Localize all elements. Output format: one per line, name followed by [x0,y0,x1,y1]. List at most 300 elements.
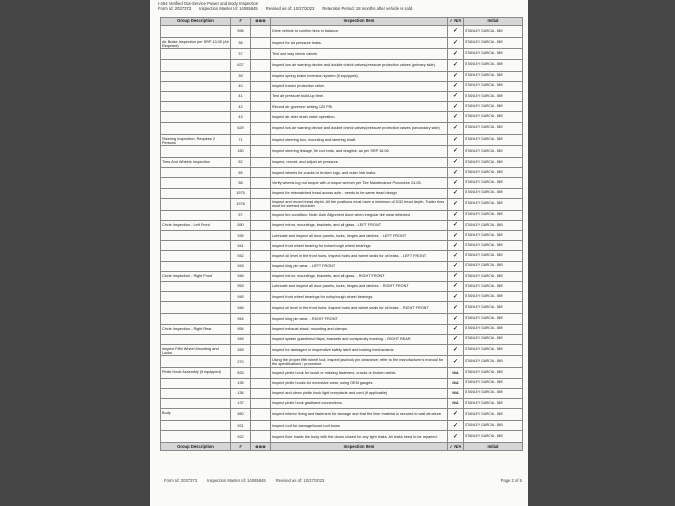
item-number-cell: 629 [231,122,251,134]
inspection-item-cell: Lubricate and inspect all door panels, locks, hinges and latches. - RIGHT FRONT [271,282,448,292]
item-number-cell: 150 [231,145,251,157]
inspection-item-cell: Inspect king pin wear. - LEFT FRONT [271,261,448,271]
group-description-cell: Tires And Wheels Inspection [161,157,231,167]
check-mark-icon: ✓ [448,59,464,71]
col-na: ✓ N/A [448,18,464,26]
footer-page-number: Page 2 of 5 [500,478,522,483]
check-mark-icon: ✓ [448,231,464,241]
icons-cell [251,334,271,344]
group-description-cell [161,388,231,398]
footer-form-id: Form Id: 2037373 [164,478,198,483]
group-description-cell [161,282,231,292]
check-mark-icon: ✓ [448,271,464,281]
check-mark-icon: ✓ [448,261,464,271]
item-number-cell: 942 [231,251,251,261]
initial-cell: STANLEY GARCIA - 869 [464,398,523,408]
check-mark-icon: ✓ [448,210,464,220]
icons-cell [251,102,271,112]
icons-cell [251,388,271,398]
check-mark-icon: ✓ [448,431,464,443]
check-mark-icon: ✓ [448,314,464,324]
na-mark: N/A [448,378,464,388]
icons-cell [251,231,271,241]
group-description-cell: Steering Inspection: Requires 2 Persons [161,134,231,145]
icons-cell [251,71,271,81]
inspection-item-cell: Verify wheels lug nut torque with a torque wrench per Tire Maintenance Procedure 24.05. [271,178,448,188]
col-number: # [231,18,251,26]
item-number-cell: 949 [231,334,251,344]
initial-cell: STANLEY GARCIA - 869 [464,334,523,344]
table-row [161,198,523,210]
icons-cell [251,49,271,59]
table-row [161,334,523,344]
page-footer [164,478,522,483]
group-description-cell [161,198,231,210]
check-mark-icon: ✓ [448,157,464,167]
header-title: I-254 Verified Out-Service Power and Body Inspection [158,1,259,6]
check-mark-icon: ✓ [448,112,464,122]
inspection-item-cell: Inspect for mismatched tread across axle - needs to be same tread design [271,188,448,198]
icons-cell [251,314,271,324]
initial-cell: STANLEY GARCIA - 869 [464,251,523,261]
icons-cell [251,122,271,134]
initial-cell: STANLEY GARCIA - 869 [464,368,523,378]
check-mark-icon: ✓ [448,409,464,421]
table-row [161,324,523,334]
group-description-cell: Air Brake Inspection per SRP 13.05 (Air Required) [161,38,231,49]
item-number-cell: 135 [231,378,251,388]
initial-cell: STANLEY GARCIA - 869 [464,38,523,49]
check-mark-icon: ✓ [448,220,464,230]
group-description-cell [161,49,231,59]
document-page [150,0,528,506]
table-row [161,210,523,220]
initial-cell: STANLEY GARCIA - 869 [464,261,523,271]
table-row [161,356,523,368]
group-description-cell: Circle Inspection - Right Front [161,271,231,281]
header-revised: Revised as of: 10/27/2023 [265,6,315,12]
foot-col-initial: Initial [464,443,523,451]
initial-cell: STANLEY GARCIA - 869 [464,431,523,443]
item-number-cell: 40 [231,81,251,91]
initial-cell: STANLEY GARCIA - 869 [464,378,523,388]
check-mark-icon: ✓ [448,102,464,112]
item-number-cell: 136 [231,388,251,398]
item-number-cell: 922 [231,431,251,443]
inspection-item-cell: Inspect oil level in the front hubs. Inspect hubs and wheel seals for oil leaks. - RIGHT FRONT [271,302,448,314]
group-description-cell [161,334,231,344]
initial-cell: STANLEY GARCIA - 869 [464,421,523,431]
icons-cell [251,378,271,388]
table-row [161,421,523,431]
col-group-description: Group Description [161,18,231,26]
group-description-cell [161,81,231,91]
inspection-item-cell: Inspect tractor protection valve. [271,81,448,91]
check-mark-icon: ✓ [448,241,464,251]
icons-cell [251,178,271,188]
check-mark-icon: ✓ [448,334,464,344]
initial-cell: STANLEY GARCIA - 869 [464,324,523,334]
icons-cell [251,157,271,167]
col-initial: Initial [464,18,523,26]
item-number-cell: 57 [231,210,251,220]
inspection-item-cell: Inspect front wheel bearing for noise/rough wheel bearings [271,241,448,251]
table-row [161,49,523,59]
table-row [161,388,523,398]
table-row [161,134,523,145]
check-mark-icon: ✓ [448,26,464,38]
icons-cell [251,302,271,314]
initial-cell: STANLEY GARCIA - 869 [464,157,523,167]
icons-cell [251,368,271,378]
table-row [161,38,523,49]
item-number-cell: 1976 [231,198,251,210]
icons-cell [251,26,271,38]
group-description-cell [161,421,231,431]
check-mark-icon: ✓ [448,178,464,188]
inspection-item-cell: Inspect splash guard/mud flaps, brackets and conspicuity marking. - RIGHT REAR [271,334,448,344]
icons-cell [251,91,271,101]
inspection-item-cell: Lubricate and inspect all door panels, locks, hinges and latches. - LEFT FRONT [271,231,448,241]
group-description-cell [161,314,231,324]
item-number-cell: 270 [231,356,251,368]
initial-cell: STANLEY GARCIA - 869 [464,122,523,134]
table-row [161,112,523,122]
table-row [161,188,523,198]
table-row [161,168,523,178]
group-description-cell [161,241,231,251]
inspection-item-cell: Inspect low air warning device and double check valves/pressure protection valves (secondary side) [271,122,448,134]
group-description-cell [161,122,231,134]
check-mark-icon: ✓ [448,356,464,368]
inspection-item-cell: Test one way check valves. [271,49,448,59]
footer-revised: Revised as of: 10/27/2023 [275,478,325,483]
footer-master-id: Inspection Master Id: 14065845 [207,478,266,483]
inspection-item-cell: Inspect oil level in the front hubs. Inspect hubs and wheel seals for oil leaks. - LEFT FRONT [271,251,448,261]
table-row [161,409,523,421]
item-number-cell: 39 [231,71,251,81]
item-number-cell: 921 [231,421,251,431]
item-number-cell: 1975 [231,188,251,198]
table-row [161,122,523,134]
initial-cell: STANLEY GARCIA - 869 [464,26,523,38]
inspection-item-cell: Inspect pintle hook gladhand connections. [271,398,448,408]
inspection-item-cell: Inspect interior lining and fasteners for damage and that the liner material is secured to wall structure. [271,409,448,421]
initial-cell: STANLEY GARCIA - 869 [464,388,523,398]
foot-col-na: ✓ N/A [448,443,464,451]
group-description-cell: Body [161,409,231,421]
inspection-item-cell: Inspect roof for damage/loose roof bows [271,421,448,431]
initial-cell: STANLEY GARCIA - 869 [464,292,523,302]
inspection-item-cell: Inspect spring brake inversion system (if equipped). [271,71,448,81]
table-footer-header-row [161,443,523,451]
table-row [161,302,523,314]
table-row [161,282,523,292]
inspection-item-cell: Inspect for damaged or inoperative safety latch and locking mechanisms [271,344,448,355]
icons-cell [251,356,271,368]
table-row [161,431,523,443]
group-description-cell [161,398,231,408]
group-description-cell [161,102,231,112]
initial-cell: STANLEY GARCIA - 869 [464,282,523,292]
inspection-item-cell: Inspect and record tread depth. All tire positions must have a minimum of 5/32 tread depth. Trailer tires must be steered shoulder. [271,198,448,210]
group-description-cell [161,145,231,157]
item-number-cell: 41 [231,91,251,101]
icons-cell [251,261,271,271]
initial-cell: STANLEY GARCIA - 869 [464,356,523,368]
check-mark-icon: ✓ [448,292,464,302]
item-number-cell: 627 [231,59,251,71]
group-description-cell: Circle Inspection - Right Rear [161,324,231,334]
check-mark-icon: ✓ [448,134,464,145]
icons-cell [251,188,271,198]
group-description-cell: Pintle Hook Assembly (if equipped) [161,368,231,378]
initial-cell: STANLEY GARCIA - 869 [464,91,523,101]
table-row [161,314,523,324]
table-row [161,145,523,157]
table-row [161,231,523,241]
item-number-cell: 833 [231,368,251,378]
group-description-cell [161,91,231,101]
group-description-cell [161,302,231,314]
table-row [161,271,523,281]
table-row [161,26,523,38]
scan-background-right [528,0,675,506]
item-number-cell: 269 [231,344,251,355]
header-retention: Retention Period: 18 months after vehicle is sold. [322,6,414,12]
initial-cell: STANLEY GARCIA - 869 [464,220,523,230]
group-description-cell [161,292,231,302]
icons-cell [251,59,271,71]
check-mark-icon: ✓ [448,38,464,49]
group-description-cell [161,71,231,81]
inspection-item-cell: Inspect air drier drain valve operation. [271,112,448,122]
initial-cell: STANLEY GARCIA - 869 [464,168,523,178]
item-number-cell: 946 [231,302,251,314]
item-number-cell: 36 [231,38,251,49]
inspection-item-cell: Inspect steering linkage, tie rod ends, and draglink, as per SRP 16.06. [271,145,448,157]
check-mark-icon: ✓ [448,302,464,314]
page-header [158,1,518,12]
table-row [161,344,523,355]
inspection-item-cell: Drive vehicle to confirm tires in balance. [271,26,448,38]
group-description-cell [161,378,231,388]
check-mark-icon: ✓ [448,344,464,355]
icons-cell [251,220,271,230]
group-description-cell [161,188,231,198]
check-mark-icon: ✓ [448,188,464,198]
item-number-cell: 596 [231,26,251,38]
item-number-cell: 939 [231,231,251,241]
initial-cell: STANLEY GARCIA - 869 [464,198,523,210]
icons-cell [251,271,271,281]
check-mark-icon: ✓ [448,282,464,292]
inspection-item-cell: Inspect wheels for cracks or broken lugs, and outer hub leaks. [271,168,448,178]
check-mark-icon: ✓ [448,324,464,334]
item-number-cell: 941 [231,241,251,251]
initial-cell: STANLEY GARCIA - 869 [464,231,523,241]
table-row [161,102,523,112]
inspection-item-cell: Inspect front wheel bearings for noisy/rough wheel bearings. [271,292,448,302]
table-row [161,398,523,408]
initial-cell: STANLEY GARCIA - 869 [464,134,523,145]
icons-cell [251,145,271,157]
group-description-cell [161,431,231,443]
table-row [161,251,523,261]
inspection-item-cell: Inspect and clean pintle hook light receptacle and cord (if applicable) [271,388,448,398]
scan-background-left [0,0,150,506]
header-master-id: Inspection Master Id: 14065845 [199,6,258,12]
inspection-item-cell: Inspect pintle hook for loose or missing fasteners, cracks or broken welds. [271,368,448,378]
inspection-table [160,17,523,451]
item-number-cell: 945 [231,292,251,302]
table-row [161,368,523,378]
initial-cell: STANLEY GARCIA - 869 [464,59,523,71]
table-header-row [161,18,523,26]
icons-cell [251,38,271,49]
icons-cell [251,198,271,210]
inspection-item-cell: Test air pressure build-up time. [271,91,448,101]
foot-col-inspection-item: Inspection Item [271,443,448,451]
initial-cell: STANLEY GARCIA - 869 [464,102,523,112]
item-number-cell: 590 [231,220,251,230]
group-description-cell [161,231,231,241]
initial-cell: STANLEY GARCIA - 869 [464,178,523,188]
group-description-cell [161,210,231,220]
initial-cell: STANLEY GARCIA - 869 [464,112,523,122]
na-mark: N/A [448,368,464,378]
initial-cell: STANLEY GARCIA - 869 [464,71,523,81]
na-mark: N/A [448,398,464,408]
icons-cell [251,210,271,220]
initial-cell: STANLEY GARCIA - 869 [464,241,523,251]
group-description-cell [161,112,231,122]
item-number-cell: 944 [231,314,251,324]
col-icons: ⊗⊗⊗ [251,18,271,26]
foot-col-number: # [231,443,251,451]
icons-cell [251,251,271,261]
initial-cell: STANLEY GARCIA - 869 [464,314,523,324]
initial-cell: STANLEY GARCIA - 869 [464,145,523,157]
check-mark-icon: ✓ [448,421,464,431]
inspection-item-cell: Inspect for air pressure leaks. [271,38,448,49]
initial-cell: STANLEY GARCIA - 869 [464,302,523,314]
table-row [161,157,523,167]
inspection-item-cell: Using the proper fifth wheel tool, inspect jaw/lock pin clearance; refer to the manufacturer's manual for the specifications / procedure. [271,356,448,368]
icons-cell [251,344,271,355]
icons-cell [251,292,271,302]
check-mark-icon: ✓ [448,49,464,59]
initial-cell: STANLEY GARCIA - 869 [464,409,523,421]
table-row [161,292,523,302]
item-number-cell: 37 [231,49,251,59]
inspection-item-cell: Inspect mirror, mountings, brackets, and all glass. - RIGHT FRONT [271,271,448,281]
check-mark-icon: ✓ [448,251,464,261]
group-description-cell [161,251,231,261]
check-mark-icon: ✓ [448,198,464,210]
inspection-item-cell: Inspect steering box, mounting and steering shaft. [271,134,448,145]
inspection-item-cell: Inspect low air warning device and double check valves/pressure protection valves (primary side). [271,59,448,71]
table-row [161,81,523,91]
icons-cell [251,398,271,408]
item-number-cell: 55 [231,168,251,178]
initial-cell: STANLEY GARCIA - 869 [464,210,523,220]
icons-cell [251,324,271,334]
table-row [161,261,523,271]
group-description-cell [161,261,231,271]
inspection-item-cell: Inspect tire condition. Note: Axle Alignment done when irregular tire wear detected [271,210,448,220]
table-row [161,378,523,388]
icons-cell [251,421,271,431]
group-description-cell [161,59,231,71]
initial-cell: STANLEY GARCIA - 869 [464,271,523,281]
na-mark: N/A [448,388,464,398]
table-row [161,91,523,101]
group-description-cell: Inspect Fifth Wheel Mounting and Locks [161,344,231,355]
item-number-cell: 71 [231,134,251,145]
item-number-cell: 943 [231,261,251,271]
inspection-item-cell: Record air governor setting 120 PSI [271,102,448,112]
inspection-item-cell: Inspect floor inside the body with the doors closed for any light leaks. All leaks need to be repaired. [271,431,448,443]
initial-cell: STANLEY GARCIA - 869 [464,344,523,355]
group-description-cell: Circle Inspection - Left Front [161,220,231,230]
initial-cell: STANLEY GARCIA - 869 [464,49,523,59]
table-row [161,241,523,251]
table-row [161,220,523,230]
item-number-cell: 137 [231,398,251,408]
table-row [161,71,523,81]
item-number-cell: 953 [231,282,251,292]
item-number-cell: 560 [231,409,251,421]
check-mark-icon: ✓ [448,168,464,178]
foot-col-icons: ⊗⊗⊗ [251,443,271,451]
inspection-item-cell: Inspect exhaust stack, mounting and clamps. [271,324,448,334]
initial-cell: STANLEY GARCIA - 869 [464,188,523,198]
inspection-item-cell: Inspect pintle hooks for excessive wear, using OEM gauges. [271,378,448,388]
initial-cell: STANLEY GARCIA - 869 [464,81,523,91]
inspection-item-cell: Inspect, record, and adjust air pressure. [271,157,448,167]
group-description-cell [161,356,231,368]
icons-cell [251,241,271,251]
group-description-cell [161,178,231,188]
check-mark-icon: ✓ [448,81,464,91]
group-description-cell [161,26,231,38]
table-row [161,178,523,188]
item-number-cell: 42 [231,102,251,112]
check-mark-icon: ✓ [448,122,464,134]
item-number-cell: 58 [231,178,251,188]
icons-cell [251,168,271,178]
inspection-item-cell: Inspect king pin wear. - RIGHT FRONT [271,314,448,324]
check-mark-icon: ✓ [448,71,464,81]
table-row [161,59,523,71]
item-number-cell: 954 [231,324,251,334]
item-number-cell: 52 [231,157,251,167]
icons-cell [251,409,271,421]
icons-cell [251,431,271,443]
header-form-id: Form Id: 2037373 [158,6,192,12]
foot-col-group-description: Group Description [161,443,231,451]
group-description-cell [161,168,231,178]
icons-cell [251,112,271,122]
item-number-cell: 946 [231,271,251,281]
icons-cell [251,282,271,292]
check-mark-icon: ✓ [448,91,464,101]
icons-cell [251,81,271,91]
icons-cell [251,134,271,145]
col-inspection-item: Inspection Item [271,18,448,26]
check-mark-icon: ✓ [448,145,464,157]
